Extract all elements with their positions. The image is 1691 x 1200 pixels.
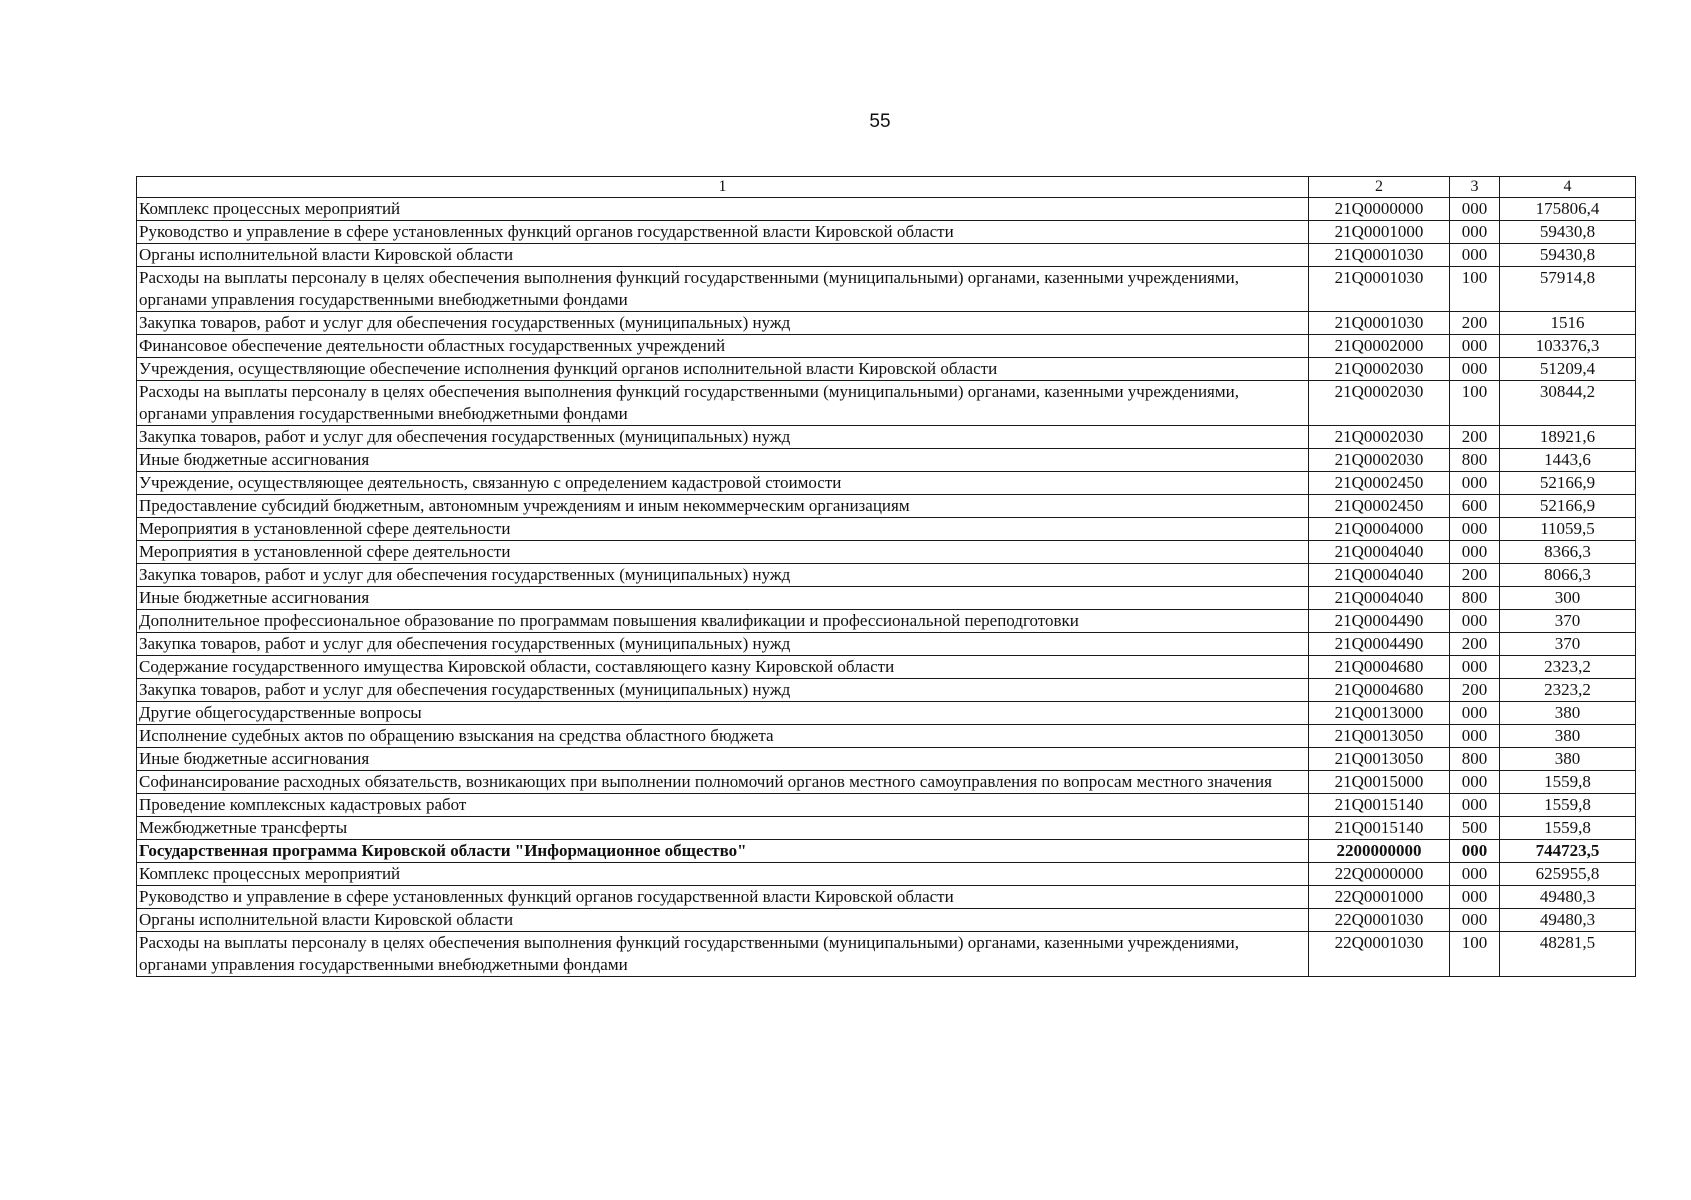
row-sum: 49480,3 xyxy=(1500,886,1636,909)
row-expense-type: 000 xyxy=(1450,610,1500,633)
row-code: 21Q0001030 xyxy=(1309,267,1450,312)
row-code: 21Q0015140 xyxy=(1309,794,1450,817)
row-expense-type: 000 xyxy=(1450,771,1500,794)
row-name: Руководство и управление в сфере установленных функций органов государственной власти Кировской области xyxy=(137,221,1309,244)
row-name: Финансовое обеспечение деятельности областных государственных учреждений xyxy=(137,335,1309,358)
row-code: 21Q0004040 xyxy=(1309,541,1450,564)
table-row xyxy=(137,840,1636,863)
table-row xyxy=(137,702,1636,725)
row-sum: 8066,3 xyxy=(1500,564,1636,587)
table-row xyxy=(137,633,1636,656)
row-code: 21Q0013050 xyxy=(1309,748,1450,771)
row-code: 21Q0002030 xyxy=(1309,381,1450,426)
table-row xyxy=(137,679,1636,702)
table-row xyxy=(137,932,1636,977)
row-expense-type: 000 xyxy=(1450,909,1500,932)
table-row xyxy=(137,909,1636,932)
row-name: Иные бюджетные ассигнования xyxy=(137,748,1309,771)
row-expense-type: 000 xyxy=(1450,541,1500,564)
row-expense-type: 000 xyxy=(1450,794,1500,817)
row-name: Комплекс процессных мероприятий xyxy=(137,198,1309,221)
table-header-row xyxy=(137,177,1636,198)
table-row xyxy=(137,198,1636,221)
row-sum: 18921,6 xyxy=(1500,426,1636,449)
table-row xyxy=(137,886,1636,909)
row-expense-type: 000 xyxy=(1450,358,1500,381)
row-name: Органы исполнительной власти Кировской области xyxy=(137,244,1309,267)
row-sum: 1443,6 xyxy=(1500,449,1636,472)
row-name: Расходы на выплаты персоналу в целях обеспечения выполнения функций государственными (муниципальными) органами, казенными учреждениями, органами управления государственными внебюджетными фондами xyxy=(137,267,1309,312)
row-sum: 2323,2 xyxy=(1500,679,1636,702)
row-code: 22Q0000000 xyxy=(1309,863,1450,886)
row-expense-type: 200 xyxy=(1450,564,1500,587)
row-code: 21Q0004490 xyxy=(1309,610,1450,633)
row-expense-type: 200 xyxy=(1450,633,1500,656)
row-code: 21Q0001030 xyxy=(1309,244,1450,267)
row-code: 21Q0015140 xyxy=(1309,817,1450,840)
row-sum: 175806,4 xyxy=(1500,198,1636,221)
row-code: 21Q0004040 xyxy=(1309,564,1450,587)
table-row xyxy=(137,564,1636,587)
table-row xyxy=(137,541,1636,564)
row-sum: 57914,8 xyxy=(1500,267,1636,312)
row-expense-type: 000 xyxy=(1450,656,1500,679)
row-expense-type: 100 xyxy=(1450,932,1500,977)
row-code: 21Q0004680 xyxy=(1309,679,1450,702)
table-row xyxy=(137,817,1636,840)
row-name: Иные бюджетные ассигнования xyxy=(137,449,1309,472)
row-expense-type: 000 xyxy=(1450,840,1500,863)
row-name: Дополнительное профессиональное образование по программам повышения квалификации и профессиональной переподготовки xyxy=(137,610,1309,633)
row-expense-type: 800 xyxy=(1450,587,1500,610)
row-sum: 380 xyxy=(1500,702,1636,725)
row-sum: 52166,9 xyxy=(1500,472,1636,495)
row-sum: 59430,8 xyxy=(1500,244,1636,267)
row-sum: 380 xyxy=(1500,748,1636,771)
table-row xyxy=(137,358,1636,381)
row-expense-type: 000 xyxy=(1450,886,1500,909)
row-code: 21Q0004490 xyxy=(1309,633,1450,656)
row-sum: 59430,8 xyxy=(1500,221,1636,244)
row-expense-type: 000 xyxy=(1450,221,1500,244)
row-expense-type: 000 xyxy=(1450,702,1500,725)
table-row xyxy=(137,748,1636,771)
row-expense-type: 000 xyxy=(1450,244,1500,267)
row-expense-type: 000 xyxy=(1450,472,1500,495)
table-row xyxy=(137,587,1636,610)
header-col-2: 2 xyxy=(1309,177,1450,198)
row-name: Содержание государственного имущества Кировской области, составляющего казну Кировской области xyxy=(137,656,1309,679)
row-name: Органы исполнительной власти Кировской области xyxy=(137,909,1309,932)
row-sum: 370 xyxy=(1500,610,1636,633)
row-sum: 625955,8 xyxy=(1500,863,1636,886)
row-expense-type: 000 xyxy=(1450,335,1500,358)
header-col-1: 1 xyxy=(137,177,1309,198)
row-code: 21Q0004680 xyxy=(1309,656,1450,679)
row-name: Закупка товаров, работ и услуг для обеспечения государственных (муниципальных) нужд xyxy=(137,426,1309,449)
row-code: 22Q0001030 xyxy=(1309,909,1450,932)
row-code: 21Q0002000 xyxy=(1309,335,1450,358)
row-name: Закупка товаров, работ и услуг для обеспечения государственных (муниципальных) нужд xyxy=(137,564,1309,587)
row-name: Предоставление субсидий бюджетным, автономным учреждениям и иным некоммерческим организациям xyxy=(137,495,1309,518)
row-code: 21Q0002450 xyxy=(1309,472,1450,495)
row-name: Исполнение судебных актов по обращению взыскания на средства областного бюджета xyxy=(137,725,1309,748)
row-name: Расходы на выплаты персоналу в целях обеспечения выполнения функций государственными (муниципальными) органами, казенными учреждениями, органами управления государственными внебюджетными фондами xyxy=(137,932,1309,977)
row-expense-type: 800 xyxy=(1450,449,1500,472)
table-row xyxy=(137,221,1636,244)
row-sum: 1559,8 xyxy=(1500,794,1636,817)
table-row xyxy=(137,656,1636,679)
row-code: 21Q0002450 xyxy=(1309,495,1450,518)
budget-table xyxy=(136,176,1636,977)
header-col-3: 3 xyxy=(1450,177,1500,198)
table-row xyxy=(137,495,1636,518)
row-name: Проведение комплексных кадастровых работ xyxy=(137,794,1309,817)
row-sum: 52166,9 xyxy=(1500,495,1636,518)
table-row xyxy=(137,725,1636,748)
row-sum: 370 xyxy=(1500,633,1636,656)
table-row xyxy=(137,472,1636,495)
row-name: Руководство и управление в сфере установленных функций органов государственной власти Кировской области xyxy=(137,886,1309,909)
row-name: Закупка товаров, работ и услуг для обеспечения государственных (муниципальных) нужд xyxy=(137,633,1309,656)
row-name: Мероприятия в установленной сфере деятельности xyxy=(137,518,1309,541)
row-code: 21Q0001030 xyxy=(1309,312,1450,335)
row-code: 21Q0004040 xyxy=(1309,587,1450,610)
row-name: Другие общегосударственные вопросы xyxy=(137,702,1309,725)
table-row xyxy=(137,610,1636,633)
table-row xyxy=(137,863,1636,886)
row-expense-type: 800 xyxy=(1450,748,1500,771)
header-col-4: 4 xyxy=(1500,177,1636,198)
row-code: 21Q0004000 xyxy=(1309,518,1450,541)
row-code: 21Q0002030 xyxy=(1309,426,1450,449)
row-code: 21Q0001000 xyxy=(1309,221,1450,244)
row-name: Расходы на выплаты персоналу в целях обеспечения выполнения функций государственными (муниципальными) органами, казенными учреждениями, органами управления государственными внебюджетными фондами xyxy=(137,381,1309,426)
row-code: 22Q0001030 xyxy=(1309,932,1450,977)
row-sum: 1516 xyxy=(1500,312,1636,335)
row-name: Межбюджетные трансферты xyxy=(137,817,1309,840)
table-row xyxy=(137,312,1636,335)
table-row xyxy=(137,267,1636,312)
row-code: 21Q0015000 xyxy=(1309,771,1450,794)
row-name: Учреждение, осуществляющее деятельность, связанную с определением кадастровой стоимости xyxy=(137,472,1309,495)
row-name: Мероприятия в установленной сфере деятельности xyxy=(137,541,1309,564)
row-expense-type: 200 xyxy=(1450,679,1500,702)
row-name: Закупка товаров, работ и услуг для обеспечения государственных (муниципальных) нужд xyxy=(137,679,1309,702)
row-sum: 380 xyxy=(1500,725,1636,748)
row-code: 21Q0002030 xyxy=(1309,358,1450,381)
row-code: 21Q0013050 xyxy=(1309,725,1450,748)
table-row xyxy=(137,518,1636,541)
row-expense-type: 200 xyxy=(1450,426,1500,449)
table-row xyxy=(137,771,1636,794)
row-code: 21Q0002030 xyxy=(1309,449,1450,472)
row-sum: 1559,8 xyxy=(1500,817,1636,840)
row-sum: 744723,5 xyxy=(1500,840,1636,863)
row-expense-type: 000 xyxy=(1450,725,1500,748)
row-expense-type: 000 xyxy=(1450,518,1500,541)
row-code: 2200000000 xyxy=(1309,840,1450,863)
row-sum: 103376,3 xyxy=(1500,335,1636,358)
row-sum: 11059,5 xyxy=(1500,518,1636,541)
row-expense-type: 000 xyxy=(1450,863,1500,886)
row-name: Иные бюджетные ассигнования xyxy=(137,587,1309,610)
row-sum: 48281,5 xyxy=(1500,932,1636,977)
row-sum: 30844,2 xyxy=(1500,381,1636,426)
row-code: 21Q0013000 xyxy=(1309,702,1450,725)
row-sum: 51209,4 xyxy=(1500,358,1636,381)
row-expense-type: 600 xyxy=(1450,495,1500,518)
row-sum: 300 xyxy=(1500,587,1636,610)
row-expense-type: 000 xyxy=(1450,198,1500,221)
row-code: 21Q0000000 xyxy=(1309,198,1450,221)
row-name: Закупка товаров, работ и услуг для обеспечения государственных (муниципальных) нужд xyxy=(137,312,1309,335)
table-body xyxy=(137,198,1636,977)
row-name: Софинансирование расходных обязательств, возникающих при выполнении полномочий органов местного самоуправления по вопросам местного значения xyxy=(137,771,1309,794)
row-expense-type: 100 xyxy=(1450,381,1500,426)
table-row xyxy=(137,244,1636,267)
row-name: Комплекс процессных мероприятий xyxy=(137,863,1309,886)
table-row xyxy=(137,381,1636,426)
table-row xyxy=(137,335,1636,358)
row-name: Государственная программа Кировской области "Информационное общество" xyxy=(137,840,1309,863)
row-sum: 1559,8 xyxy=(1500,771,1636,794)
row-code: 22Q0001000 xyxy=(1309,886,1450,909)
page-number: 55 xyxy=(869,111,891,132)
row-sum: 8366,3 xyxy=(1500,541,1636,564)
row-name: Учреждения, осуществляющие обеспечение исполнения функций органов исполнительной власти Кировской области xyxy=(137,358,1309,381)
table-row xyxy=(137,449,1636,472)
row-sum: 2323,2 xyxy=(1500,656,1636,679)
row-expense-type: 500 xyxy=(1450,817,1500,840)
table-row xyxy=(137,794,1636,817)
row-expense-type: 100 xyxy=(1450,267,1500,312)
row-sum: 49480,3 xyxy=(1500,909,1636,932)
table-row xyxy=(137,426,1636,449)
row-expense-type: 200 xyxy=(1450,312,1500,335)
